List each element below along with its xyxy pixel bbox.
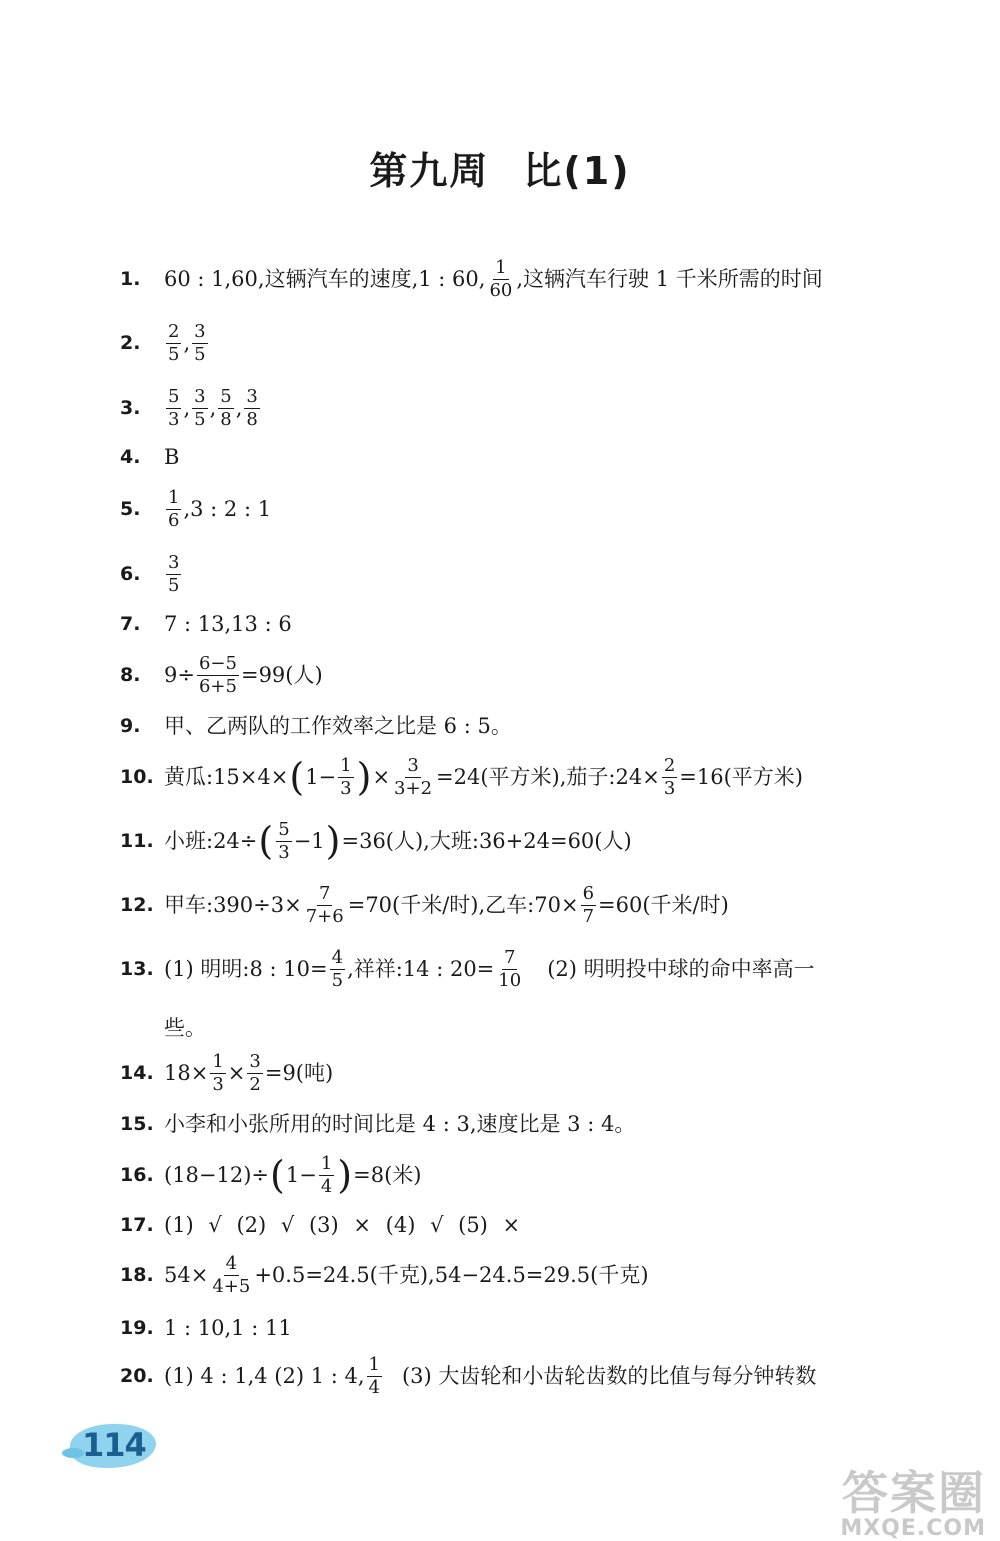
denominator: 5 <box>194 408 206 430</box>
item-number: 15. <box>120 1113 154 1135</box>
answer-text: (1) 明明:8 : 10= <box>164 956 328 981</box>
item-number: 20. <box>120 1364 154 1387</box>
answer-text: =24(平方米),茄子:24× <box>436 764 660 789</box>
fraction <box>581 884 596 927</box>
fraction <box>247 1052 262 1095</box>
answer-text: × <box>227 1060 246 1085</box>
page-number: 114 <box>82 1426 146 1464</box>
item-number: 5. <box>120 497 141 520</box>
denominator: 7 <box>582 905 595 927</box>
fraction <box>166 322 181 365</box>
denominator: 5 <box>168 343 180 365</box>
page-title <box>0 140 1000 195</box>
watermark-logo-text: 答案圈 <box>842 1466 986 1520</box>
item-number: 17. <box>120 1214 154 1236</box>
answer-text: 1− <box>285 1162 317 1187</box>
fraction <box>496 948 523 991</box>
answer-text: =60(千米/时) <box>598 892 729 917</box>
item-number: 12. <box>120 893 154 916</box>
item-number: 7. <box>120 613 141 635</box>
answer-text: (1) √ (2) √ (3) × (4) √ (5) × <box>164 1213 521 1237</box>
denominator: 3 <box>340 777 352 799</box>
answer-14 <box>120 1052 940 1095</box>
answer-text: ,祥祥:14 : 20= <box>347 956 495 981</box>
answer-3 <box>120 387 940 430</box>
answer-text: =36(人),大班:36+24=60(人) <box>341 828 632 853</box>
denominator: 5 <box>194 343 206 365</box>
title-topic: 比(1) <box>523 149 631 193</box>
separator: , <box>183 395 191 420</box>
separator: , <box>235 395 243 420</box>
fraction <box>319 1154 334 1197</box>
answer-text: =99(人) <box>240 662 323 687</box>
numerator: 4 <box>225 1253 238 1274</box>
item-number: 14. <box>120 1061 154 1084</box>
fraction <box>166 387 181 430</box>
numerator: 3 <box>194 386 206 407</box>
numerator: 1 <box>320 1153 333 1174</box>
denominator: 8 <box>246 408 258 430</box>
page-number-badge <box>62 1418 158 1472</box>
answer-text: (2) 明明投中球的命中率高一 <box>547 956 815 981</box>
numerator: 7 <box>504 947 516 968</box>
answer-text: 1 : 10,1 : 11 <box>164 1316 292 1340</box>
denominator: 3 <box>168 408 180 430</box>
answer-text: 9÷ <box>164 662 195 687</box>
answer-text: (3) 大齿轮和小齿轮齿数的比值与每分钟转数 <box>401 1363 817 1388</box>
fraction <box>218 387 233 430</box>
answer-text: × <box>372 764 391 789</box>
numerator: 3 <box>168 552 180 573</box>
answer-text: ,3 : 2 : 1 <box>183 496 272 521</box>
denominator: 10 <box>498 969 522 991</box>
item-number: 16. <box>120 1163 154 1186</box>
item-number: 10. <box>120 765 154 788</box>
fraction <box>304 884 346 927</box>
denominator: 2 <box>249 1073 261 1095</box>
answer-text: (18−12)÷ <box>164 1162 270 1187</box>
left-paren: ( <box>258 819 274 864</box>
answer-13-continuation: 些。 <box>164 1016 206 1040</box>
right-paren: ) <box>337 1153 353 1198</box>
denominator: 5 <box>168 574 180 596</box>
answer-text: B <box>164 445 180 469</box>
answer-7 <box>120 614 940 635</box>
fraction <box>166 553 181 596</box>
fraction <box>276 820 291 863</box>
right-paren: ) <box>325 819 341 864</box>
denominator: 3+2 <box>394 777 433 799</box>
answer-text: 黄瓜:15×4× <box>164 764 289 789</box>
numerator: 1 <box>168 487 180 508</box>
answer-9 <box>120 716 940 737</box>
denominator: 4+5 <box>212 1275 251 1297</box>
numerator: 5 <box>220 386 232 407</box>
numerator: 3 <box>407 755 419 776</box>
answer-text: −1 <box>293 828 325 853</box>
answer-text: 甲、乙两队的工作效率之比是 6 : 5。 <box>164 714 512 738</box>
answer-text: 60 : 1,60,这辆汽车的速度,1 : 60, <box>164 266 486 291</box>
fraction <box>210 1052 225 1095</box>
left-paren: ( <box>270 1153 285 1198</box>
answer-11 <box>120 820 940 863</box>
denominator: 4 <box>368 1376 380 1398</box>
title-week: 第九周 <box>369 149 490 193</box>
numerator: 3 <box>249 1051 261 1072</box>
answer-text: =9(吨) <box>264 1060 334 1085</box>
answer-text: =8(米) <box>353 1162 422 1187</box>
numerator: 5 <box>278 819 290 840</box>
item-number: 6. <box>120 562 141 585</box>
numerator: 5 <box>168 386 180 407</box>
answer-text: 小李和小张所用的时间比是 4 : 3,速度比是 3 : 4。 <box>164 1112 636 1136</box>
answer-13 <box>120 948 940 991</box>
numerator: 6 <box>582 883 595 904</box>
fraction <box>330 948 345 991</box>
denominator: 8 <box>220 408 232 430</box>
answer-text: ,这辆汽车行驶 1 千米所需的时间 <box>516 266 823 291</box>
item-number: 4. <box>120 446 141 468</box>
fraction <box>487 258 514 301</box>
left-paren: ( <box>289 755 305 800</box>
numerator: 1 <box>495 257 507 278</box>
denominator: 3 <box>663 777 676 799</box>
fraction <box>367 1355 382 1398</box>
numerator: 7 <box>318 883 331 904</box>
fraction <box>244 387 259 430</box>
fraction <box>166 488 181 531</box>
answer-15 <box>120 1114 940 1135</box>
denominator: 3 <box>212 1073 224 1095</box>
fraction <box>192 387 207 430</box>
item-number: 3. <box>120 396 141 419</box>
fraction <box>662 756 677 799</box>
denominator: 7+6 <box>305 905 344 927</box>
answer-5 <box>120 488 940 531</box>
denominator: 5 <box>331 969 344 991</box>
answer-text: =16(平方米) <box>679 764 803 789</box>
numerator: 2 <box>663 755 676 776</box>
fraction <box>338 756 353 799</box>
item-number: 8. <box>120 663 141 686</box>
numerator: 4 <box>331 947 344 968</box>
fraction <box>392 756 434 799</box>
badge-fin <box>62 1448 84 1458</box>
denominator: 6+5 <box>198 675 237 697</box>
numerator: 2 <box>168 321 180 342</box>
fraction <box>192 322 207 365</box>
fraction <box>210 1254 252 1297</box>
answer-8 <box>120 654 940 697</box>
answer-17 <box>120 1215 940 1236</box>
separator: , <box>183 330 191 355</box>
answer-text: 7 : 13,13 : 6 <box>164 612 292 636</box>
answer-6 <box>120 553 940 596</box>
answer-text: +0.5=24.5(千克),54−24.5=29.5(千克) <box>254 1262 649 1287</box>
denominator: 3 <box>278 841 290 863</box>
answer-text: 小班:24÷ <box>164 828 258 853</box>
answer-12 <box>120 884 940 927</box>
fraction <box>197 654 239 697</box>
separator: , <box>209 395 217 420</box>
numerator: 6−5 <box>198 653 237 674</box>
numerator: 3 <box>246 386 258 407</box>
item-number: 19. <box>120 1317 154 1339</box>
numerator: 1 <box>340 755 352 776</box>
answer-text: 甲车:390÷3× <box>164 892 302 917</box>
watermark-url: MXQE.COM <box>840 1516 986 1541</box>
numerator: 1 <box>368 1354 380 1375</box>
denominator: 4 <box>320 1175 333 1197</box>
answer-text: 1− <box>305 764 337 789</box>
item-number: 2. <box>120 331 141 354</box>
numerator: 3 <box>194 321 206 342</box>
denominator: 6 <box>168 509 180 531</box>
item-number: 11. <box>120 829 154 852</box>
answer-2 <box>120 322 940 365</box>
numerator: 1 <box>212 1051 224 1072</box>
answer-4 <box>120 447 940 468</box>
item-number: 18. <box>120 1263 154 1286</box>
answer-18 <box>120 1254 940 1297</box>
answer-text: 18× <box>164 1060 209 1085</box>
answer-1 <box>120 258 940 301</box>
watermark <box>840 1466 986 1541</box>
item-number: 9. <box>120 715 141 737</box>
answer-10 <box>120 756 940 799</box>
item-number: 13. <box>120 957 154 980</box>
answer-text: 54× <box>164 1262 209 1287</box>
answer-text: =70(千米/时),乙车:70× <box>347 892 579 917</box>
answer-text: (1) 4 : 1,4 (2) 1 : 4, <box>164 1363 365 1388</box>
answer-19 <box>120 1318 940 1339</box>
right-paren: ) <box>356 755 372 800</box>
answer-20 <box>120 1355 940 1398</box>
item-number: 1. <box>120 267 141 290</box>
denominator: 60 <box>489 279 513 301</box>
answer-16 <box>120 1154 940 1197</box>
